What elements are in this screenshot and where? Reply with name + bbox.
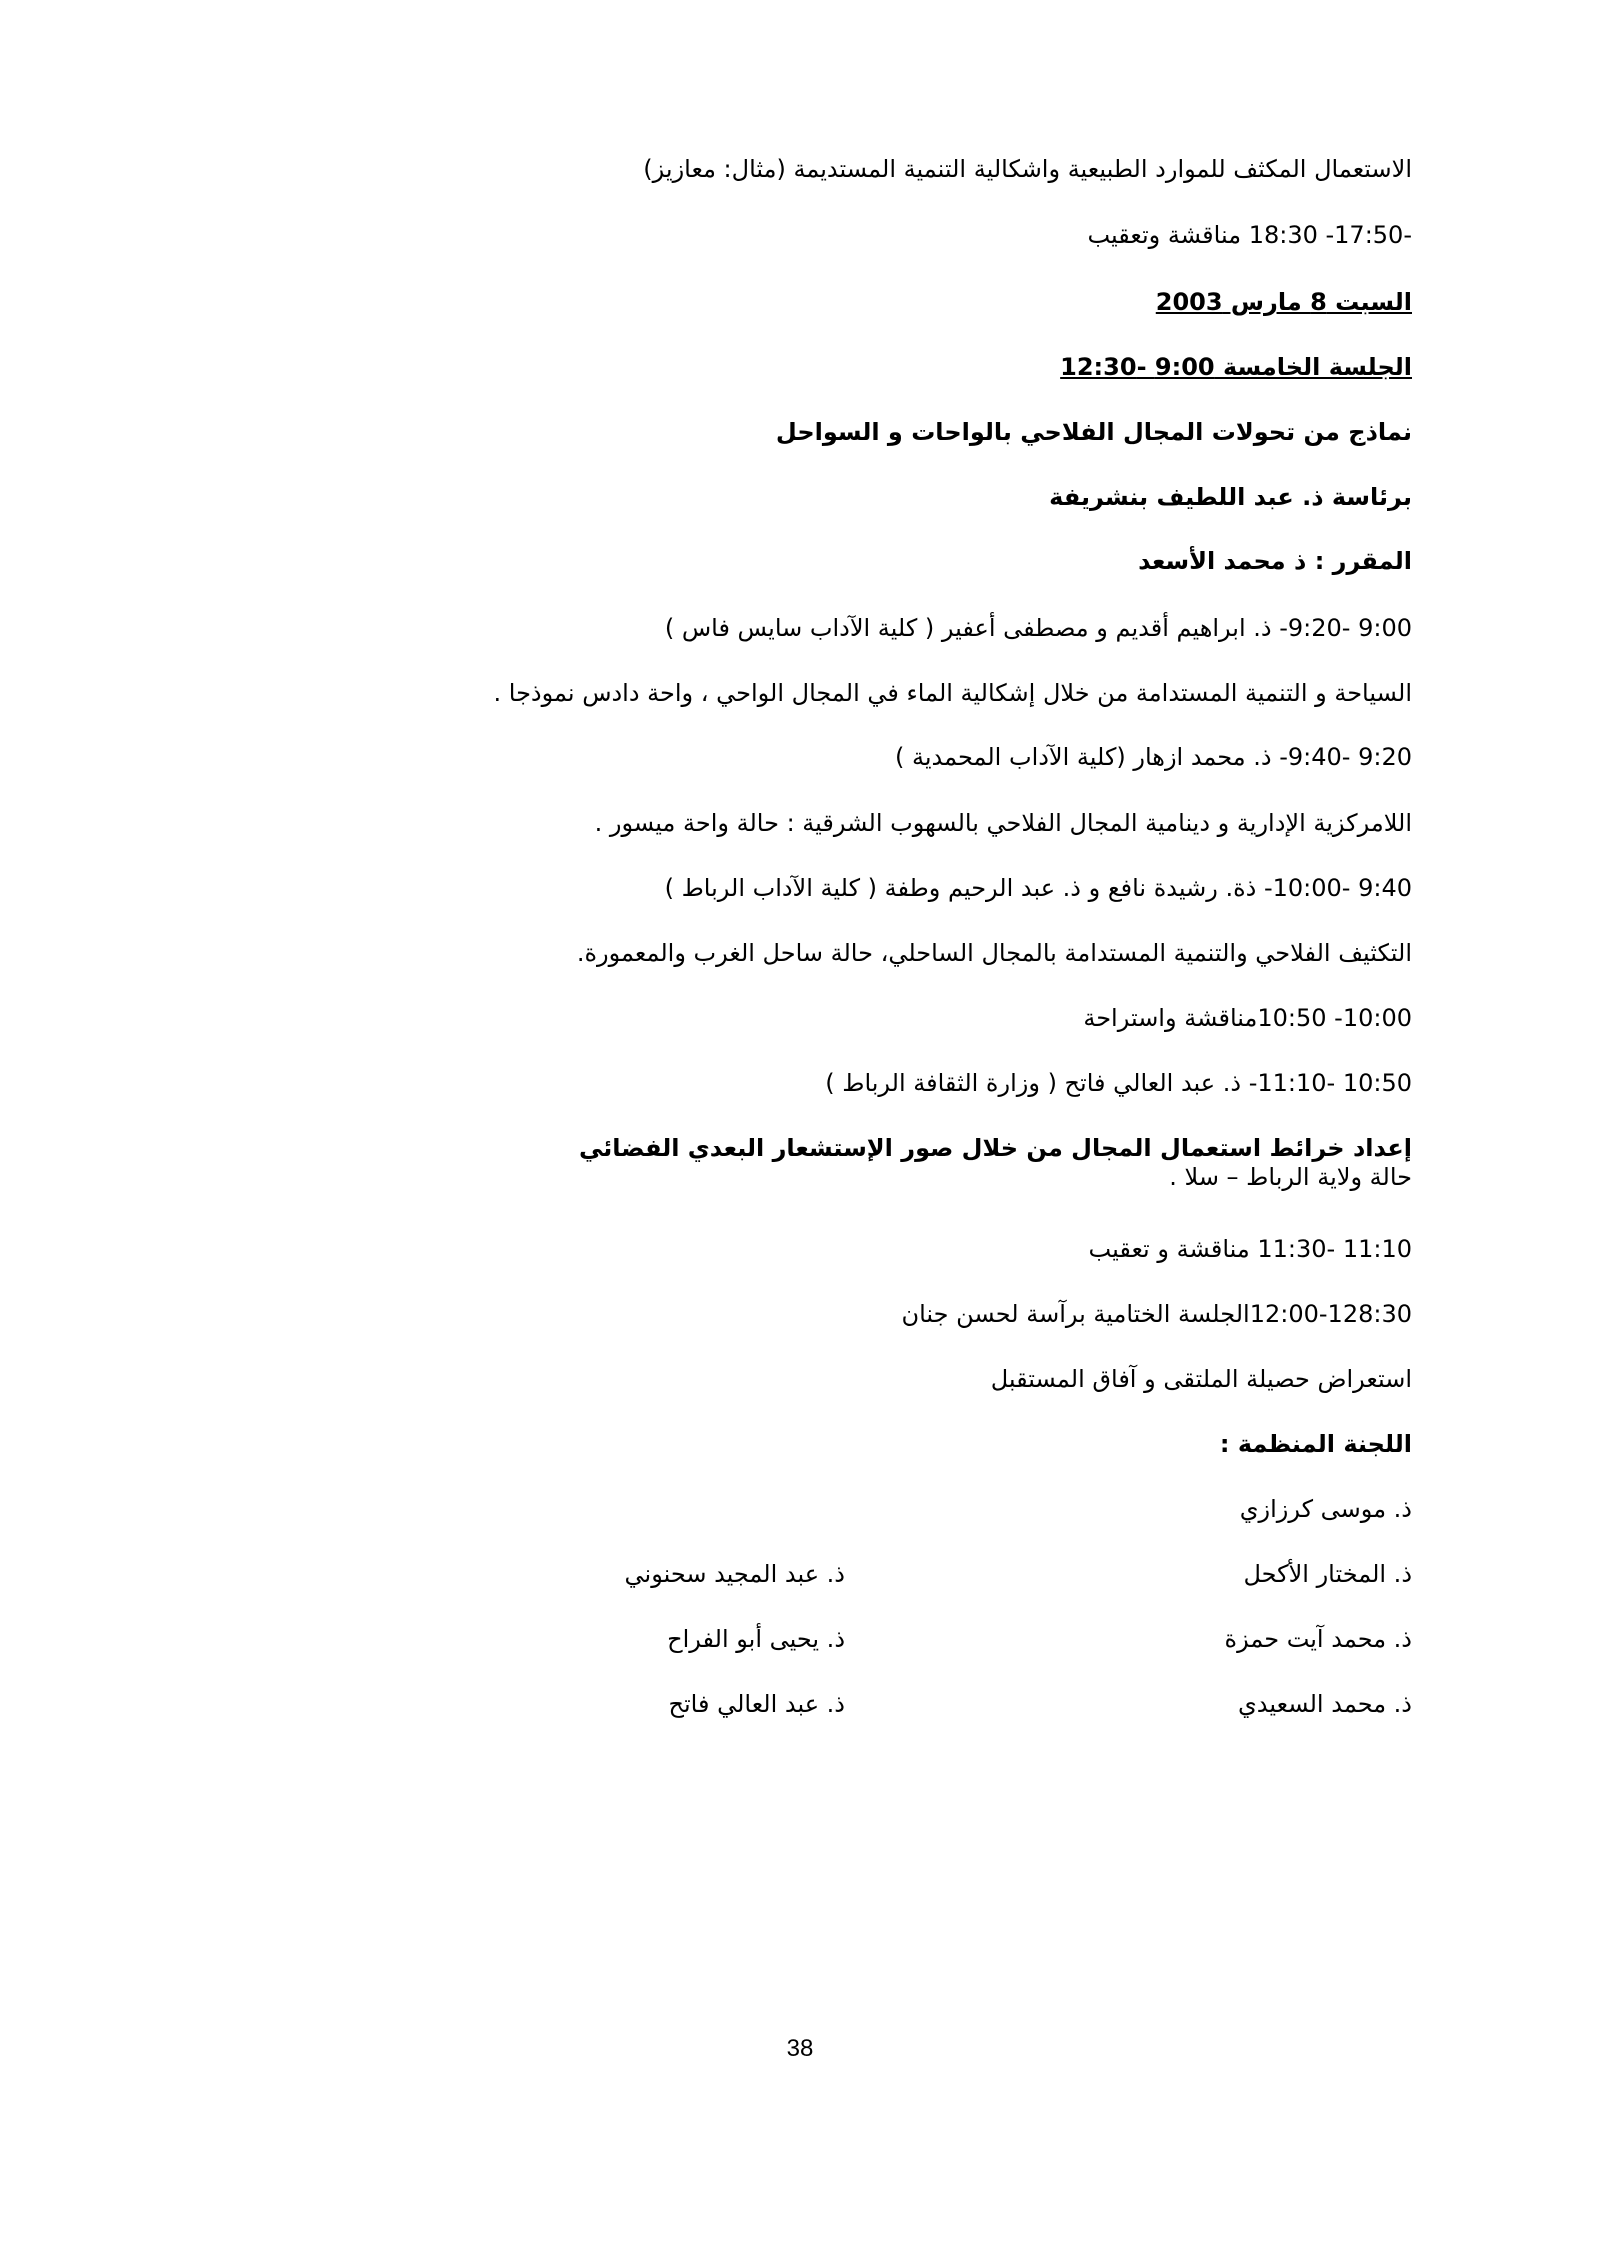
committee-member: ذ. محمد السعيدي bbox=[1238, 1690, 1412, 1718]
session-heading: الجلسة الخامسة 9:00 -12:30 bbox=[1060, 353, 1412, 381]
discussion-time-line: ‏-17:50- 18:30 مناقشة وتعقيب bbox=[1087, 221, 1412, 249]
talk-3-title: التكثيف الفلاحي والتنمية المستدامة بالمجال الساحلي، حالة ساحل الغرب والمعمورة. bbox=[576, 939, 1412, 967]
session-rapporteur: المقرر : ذ محمد الأسعد bbox=[1138, 547, 1412, 575]
break-line: ‏10:00- 10:50مناقشة واستراحة bbox=[1083, 1004, 1412, 1032]
talk-1-title: السياحة و التنمية المستدامة من خلال إشكالية الماء في المجال الواحي ، واحة دادس نموذجا . bbox=[493, 679, 1412, 707]
talk-4-subtitle: حالة ولاية الرباط – سلا . bbox=[1169, 1163, 1412, 1191]
date-heading: السبت 8 مارس 2003 bbox=[1155, 288, 1412, 316]
committee-member: ذ. المختار الأكحل bbox=[1243, 1560, 1412, 1588]
committee-member: ذ. عبد العالي فاتح bbox=[668, 1690, 845, 1718]
talk-2-time-speaker: ‏9:20 -9:40- ذ. محمد ازهار (كلية الآداب المحمدية ) bbox=[894, 743, 1412, 771]
discussion-line-2: ‏11:10 -11:30 مناقشة و تعقيب bbox=[1088, 1235, 1412, 1263]
talk-4-title: إعداد خرائط استعمال المجال من خلال صور الإستشعار البعدي الفضائي bbox=[578, 1134, 1412, 1162]
committee-member: ذ. محمد آيت حمزة bbox=[1224, 1625, 1412, 1653]
committee-member: ذ. يحيى أبو الفراح bbox=[667, 1625, 845, 1653]
committee-member: ذ. موسى كرزازي bbox=[1239, 1495, 1412, 1523]
committee-member: ذ. عبد المجيد سحنوني bbox=[624, 1560, 845, 1588]
talk-1-time-speaker: ‏9:00 -9:20- ذ. ابراهيم أقديم و مصطفى أعفير ( كلية الآداب سايس فاس ) bbox=[664, 614, 1412, 642]
text-line-1: الاستعمال المكثف للموارد الطبيعية واشكالية التنمية المستديمة (مثال: معازيز) bbox=[643, 155, 1412, 183]
page-number: 38 bbox=[786, 2035, 814, 2062]
session-title: نماذج من تحولات المجال الفلاحي بالواحات و السواحل bbox=[775, 418, 1412, 446]
talk-4-time-speaker: ‏10:50 -11:10- ذ. عبد العالي فاتح ( وزارة الثقافة الرباط ) bbox=[825, 1069, 1412, 1097]
talk-3-time-speaker: ‏9:40 -10:00- ذة. رشيدة نافع و ذ. عبد الرحيم وطفة ( كلية الآداب الرباط ) bbox=[664, 874, 1412, 902]
committee-heading: اللجنة المنظمة : bbox=[1219, 1430, 1412, 1458]
closing-session-line: ‏12:00-128:30الجلسة الختامية برآسة لحسن جنان bbox=[901, 1300, 1412, 1328]
closing-summary-line: استعراض حصيلة الملتقى و آفاق المستقبل bbox=[990, 1365, 1412, 1393]
session-chair: برئاسة ذ. عبد اللطيف بنشريفة bbox=[1049, 483, 1412, 511]
talk-2-title: اللامركزية الإدارية و دينامية المجال الفلاحي بالسهوب الشرقية : حالة واحة ميسور . bbox=[594, 809, 1412, 837]
